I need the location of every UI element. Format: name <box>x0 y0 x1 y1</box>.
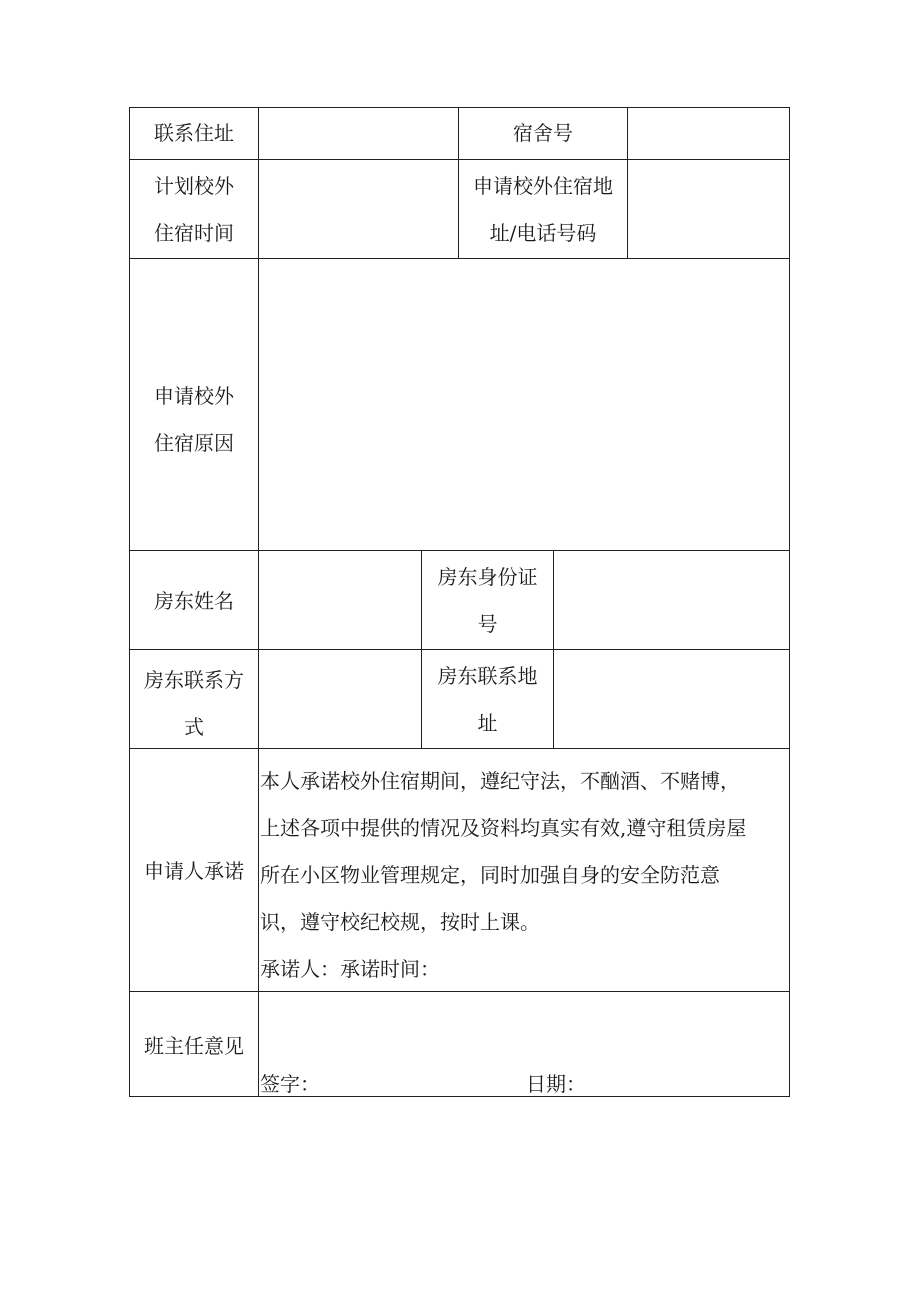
dorm-number-label: 宿舍号 <box>513 121 573 145</box>
apply-reason-label: 申请校外 住宿原因 <box>154 384 234 455</box>
pledge-text <box>260 758 746 993</box>
pledge-line: 所在小区物业管理规定，同时加强自身的安全防范意 <box>260 863 720 887</box>
head-teacher-opinion-field[interactable] <box>259 992 789 1052</box>
landlord-id-label: 房东身份证 号 <box>437 564 538 636</box>
pledge-line: 本人承诺校外住宿期间，遵纪守法，不酗酒、不赌博， <box>260 769 740 793</box>
planned-time-field[interactable] <box>259 160 458 258</box>
landlord-contact-label: 房东联系方 式 <box>144 667 244 739</box>
pledger-line: 承诺人：承诺时间： <box>260 957 440 981</box>
planned-time-label: 计划校外 住宿时间 <box>154 173 234 245</box>
apply-reason-field[interactable] <box>259 259 789 550</box>
applicant-pledge-label: 申请人承诺 <box>144 859 244 883</box>
landlord-name-label: 房东姓名 <box>154 589 234 613</box>
landlord-name-field[interactable] <box>259 551 421 649</box>
pledge-line: 上述各项中提供的情况及资料均真实有效,遵守租赁房屋 <box>260 816 747 840</box>
landlord-contact-field[interactable] <box>259 650 421 748</box>
landlord-id-field[interactable] <box>554 551 789 649</box>
signature-label: 签字： <box>260 1072 320 1096</box>
contact-address-field[interactable] <box>259 108 458 159</box>
head-teacher-label: 班主任意见 <box>144 1034 244 1058</box>
apply-address-phone-label: 申请校外住宿地 址/电话号码 <box>473 173 613 245</box>
col-line <box>789 107 790 1097</box>
apply-address-phone-field[interactable] <box>628 160 789 258</box>
date-label: 日期： <box>526 1072 586 1096</box>
landlord-address-field[interactable] <box>554 650 789 748</box>
dorm-number-field[interactable] <box>628 108 789 159</box>
contact-address-label: 联系住址 <box>154 121 234 145</box>
off-campus-accommodation-form <box>129 107 790 1097</box>
landlord-address-label: 房东联系地 址 <box>437 663 538 735</box>
pledge-line: 识，遵守校纪校规，按时上课。 <box>260 910 540 934</box>
